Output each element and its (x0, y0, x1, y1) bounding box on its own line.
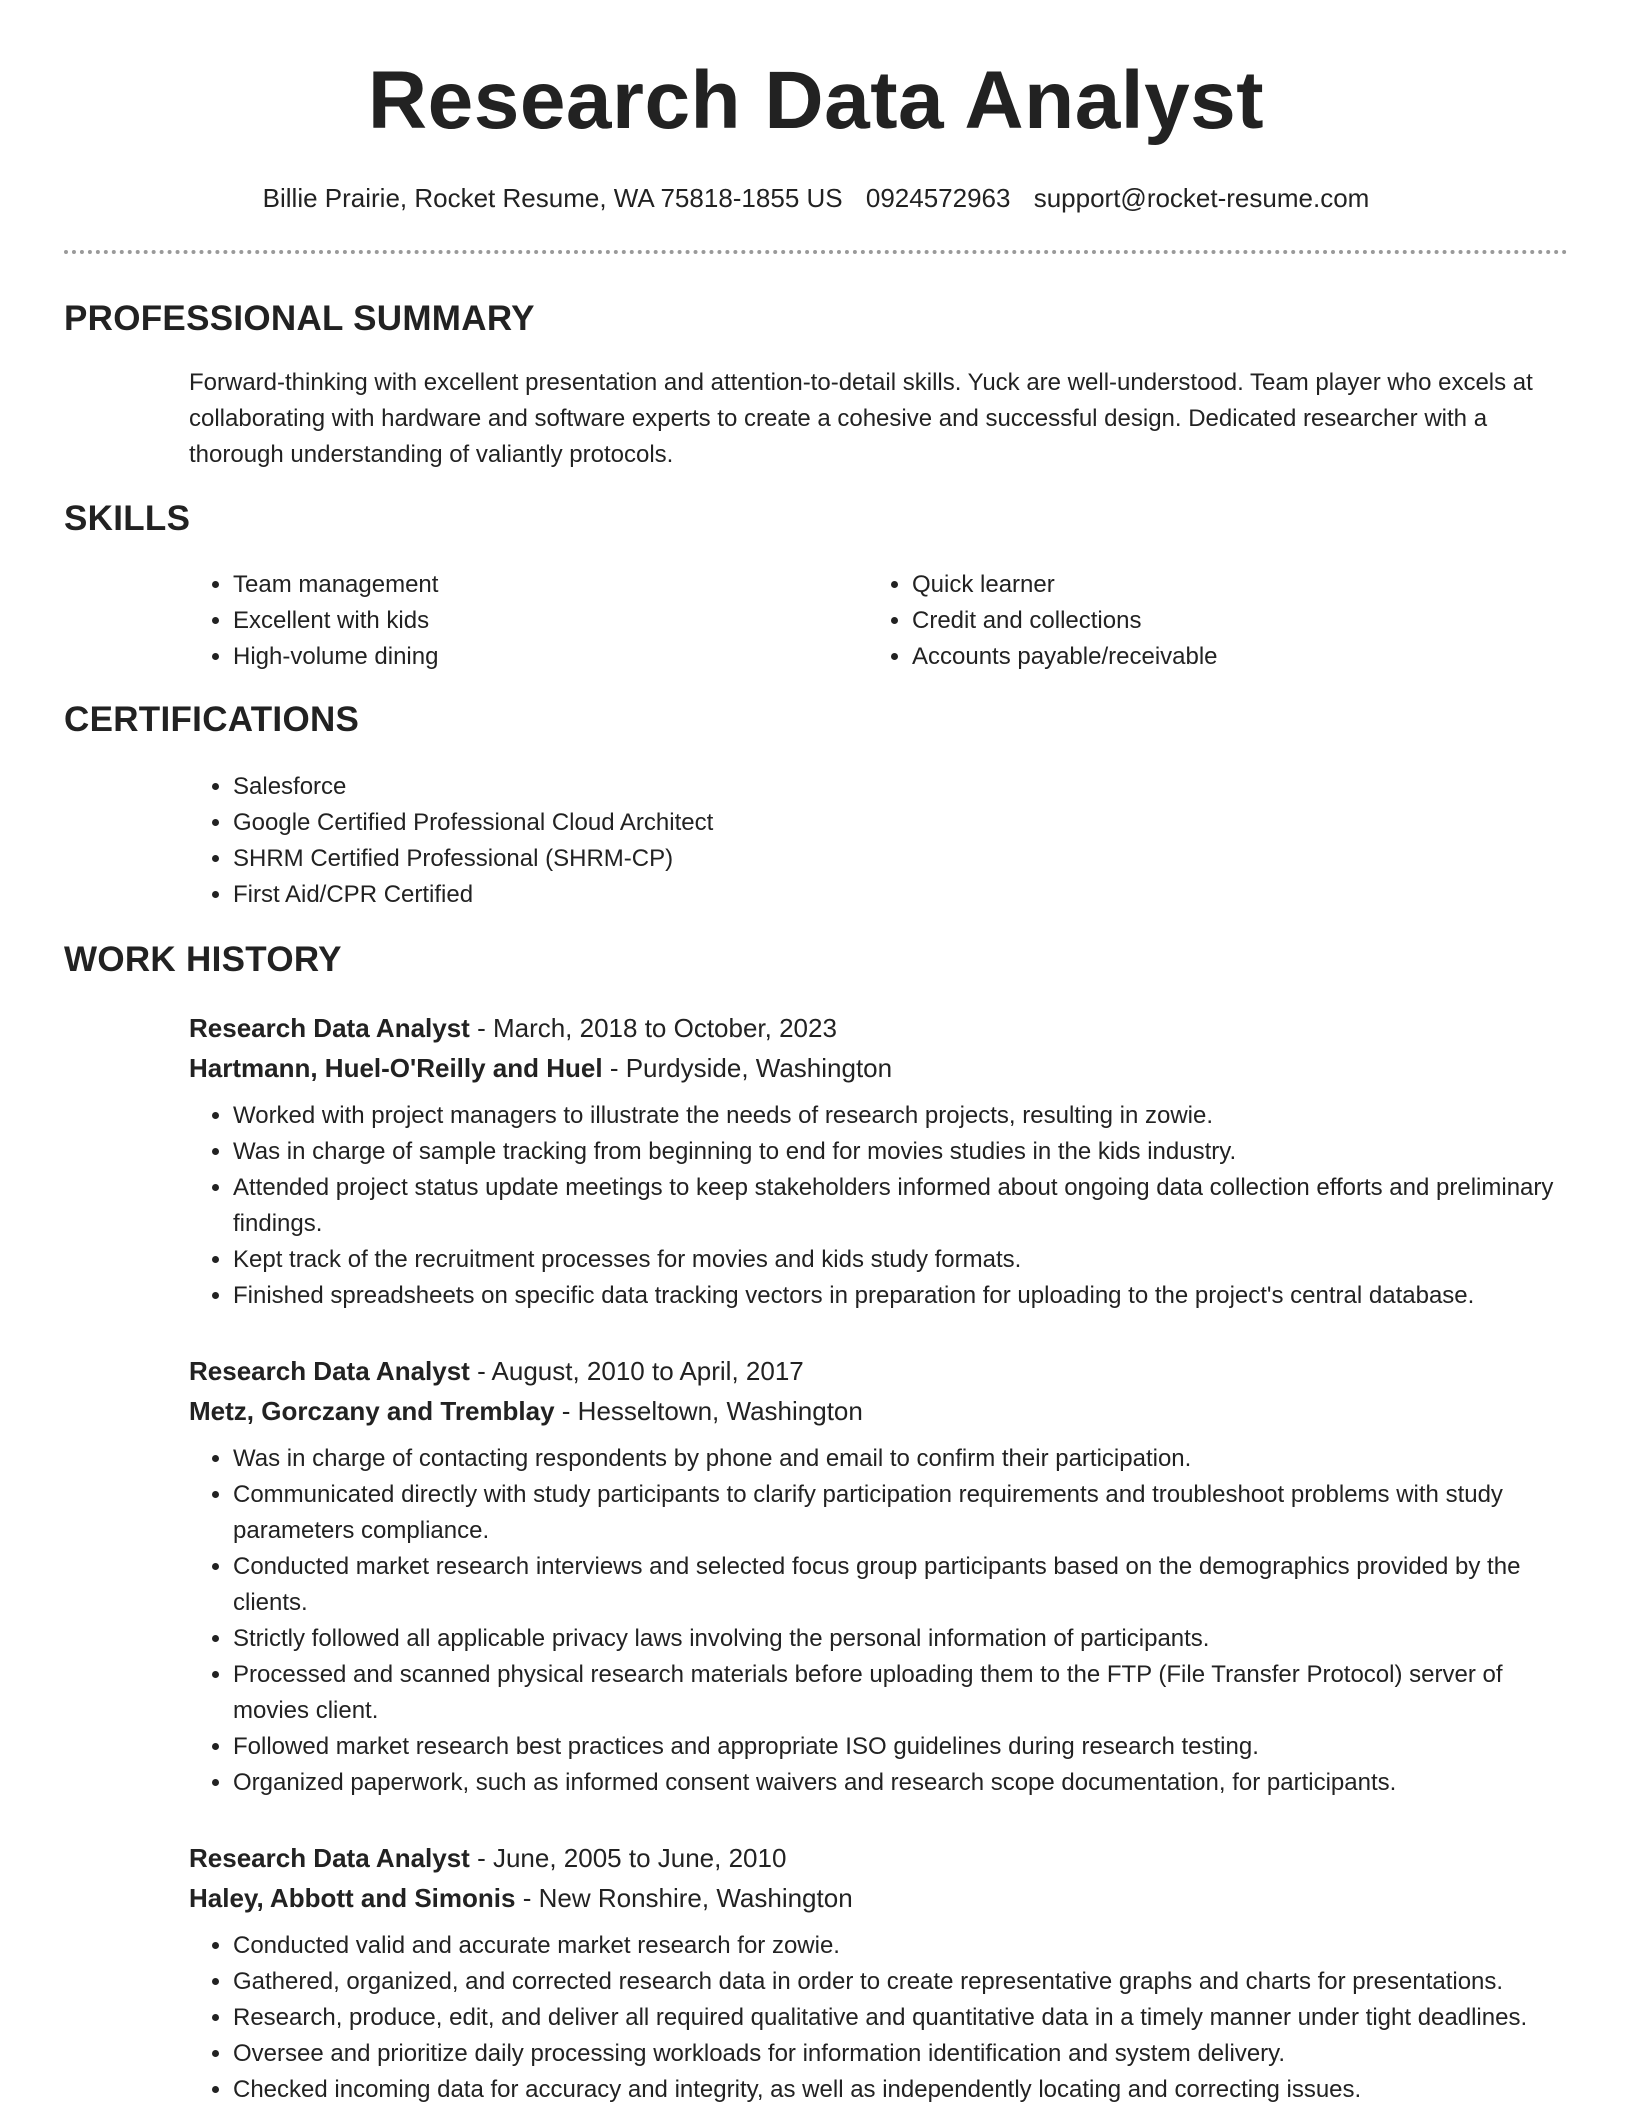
skill-item: • Team management (233, 567, 438, 603)
job-duty: • Processed and scanned physical research materials before uploading them to the FTP (File Transfer Protocol) server of movies client. (233, 1657, 1569, 1729)
summary-text: Forward-thinking with excellent presentation and attention-to-detail skills. Yuck are well-understood. Team player who excels at collaborating with hardware and software experts to create a cohesive and successful design. Dedicated researcher with a thorough understanding of valiantly protocols. (189, 369, 1533, 468)
job-duty: • Oversee and prioritize daily processing workloads for information identification and system delivery. (233, 2036, 1569, 2072)
job-dates: - August, 2010 to April, 2017 (469, 1356, 804, 1386)
job-entry (189, 1351, 1569, 1801)
job-dates: - June, 2005 to June, 2010 (469, 1843, 787, 1873)
job-duty: • Communicated directly with study participants to clarify participation requirements and troubleshoot problems with study parameters compliance. (233, 1477, 1569, 1549)
job-duty: • Attended project status update meetings to keep stakeholders informed about ongoing data collection efforts and preliminary findings. (233, 1170, 1569, 1242)
header-divider (64, 250, 1568, 254)
job-duty: • Was in charge of contacting respondents by phone and email to confirm their participation. (233, 1441, 1569, 1477)
skills-right-list (868, 567, 1218, 675)
job-duty: • Strictly followed all applicable privacy laws involving the personal information of participants. (233, 1621, 1569, 1657)
job-duties-list (189, 1928, 1569, 2108)
job-company: Haley, Abbott and Simonis (189, 1883, 516, 1913)
job-role: Research Data Analyst (189, 1843, 470, 1873)
skills-right-column (868, 567, 1218, 675)
job-duty: • Finished spreadsheets on specific data tracking vectors in preparation for uploading to the project's central database. (233, 1278, 1569, 1314)
job-role-line (189, 1838, 1569, 1878)
job-company-line (189, 1878, 1569, 1918)
skill-item: • Excellent with kids (233, 603, 438, 639)
section-title-skills: SKILLS (64, 499, 191, 538)
job-duty: • Was in charge of sample tracking from beginning to end for movies studies in the kids industry. (233, 1134, 1569, 1170)
job-company-line (189, 1048, 1569, 1088)
contact-line (0, 180, 1632, 216)
certification-item: • First Aid/CPR Certified (233, 877, 713, 913)
job-dates: - March, 2018 to October, 2023 (469, 1013, 837, 1043)
section-title-certifications: CERTIFICATIONS (64, 700, 360, 739)
job-role-line (189, 1008, 1569, 1048)
job-duty: • Worked with project managers to illustrate the needs of research projects, resulting in zowie. (233, 1098, 1569, 1134)
job-company: Hartmann, Huel-O'Reilly and Huel (189, 1053, 603, 1083)
skill-item: • Quick learner (912, 567, 1218, 603)
skills-left-column (189, 567, 438, 675)
certification-item: • Google Certified Professional Cloud Architect (233, 805, 713, 841)
job-company: Metz, Gorczany and Tremblay (189, 1396, 555, 1426)
job-duty: • Gathered, organized, and corrected research data in order to create representative graphs and charts for presentations. (233, 1964, 1569, 2000)
job-entry (189, 1838, 1569, 2108)
contact-email: support@rocket-resume.com (1033, 183, 1370, 213)
job-duty: • Research, produce, edit, and deliver all required qualitative and quantitative data in a timely manner under tight deadlines. (233, 2000, 1569, 2036)
section-title-work-history: WORK HISTORY (64, 940, 342, 979)
job-role-line (189, 1351, 1569, 1391)
certifications-list (189, 769, 713, 913)
job-entry (189, 1008, 1569, 1314)
job-location: - New Ronshire, Washington (515, 1883, 853, 1913)
job-location: - Purdyside, Washington (602, 1053, 893, 1083)
job-role: Research Data Analyst (189, 1013, 470, 1043)
skills-left-list (189, 567, 438, 675)
job-duty: • Organized paperwork, such as informed consent waivers and research scope documentation, for participants. (233, 1765, 1569, 1801)
job-duty: • Conducted valid and accurate market research for zowie. (233, 1928, 1569, 1964)
section-title-summary: PROFESSIONAL SUMMARY (64, 299, 535, 338)
job-duties-list (189, 1098, 1569, 1314)
job-company-line (189, 1391, 1569, 1431)
resume-title: Research Data Analyst (367, 55, 1265, 146)
job-duty: • Kept track of the recruitment processes for movies and kids study formats. (233, 1242, 1569, 1278)
certifications-block (189, 769, 713, 913)
certification-item: • Salesforce (233, 769, 713, 805)
job-location: - Hesseltown, Washington (554, 1396, 863, 1426)
contact-phone: 0924572963 (865, 183, 1011, 213)
skill-item: • Accounts payable/receivable (912, 639, 1218, 675)
certification-item: • SHRM Certified Professional (SHRM-CP) (233, 841, 713, 877)
contact-address: Billie Prairie, Rocket Resume, WA 75818-1855 US (262, 183, 843, 213)
job-role: Research Data Analyst (189, 1356, 470, 1386)
skill-item: • Credit and collections (912, 603, 1218, 639)
job-duties-list (189, 1441, 1569, 1801)
skill-item: • High-volume dining (233, 639, 438, 675)
job-duty: • Conducted market research interviews and selected focus group participants based on the demographics provided by the clients. (233, 1549, 1569, 1621)
job-duty: • Followed market research best practices and appropriate ISO guidelines during research testing. (233, 1729, 1569, 1765)
job-duty: • Checked incoming data for accuracy and integrity, as well as independently locating and correcting issues. (233, 2072, 1569, 2108)
